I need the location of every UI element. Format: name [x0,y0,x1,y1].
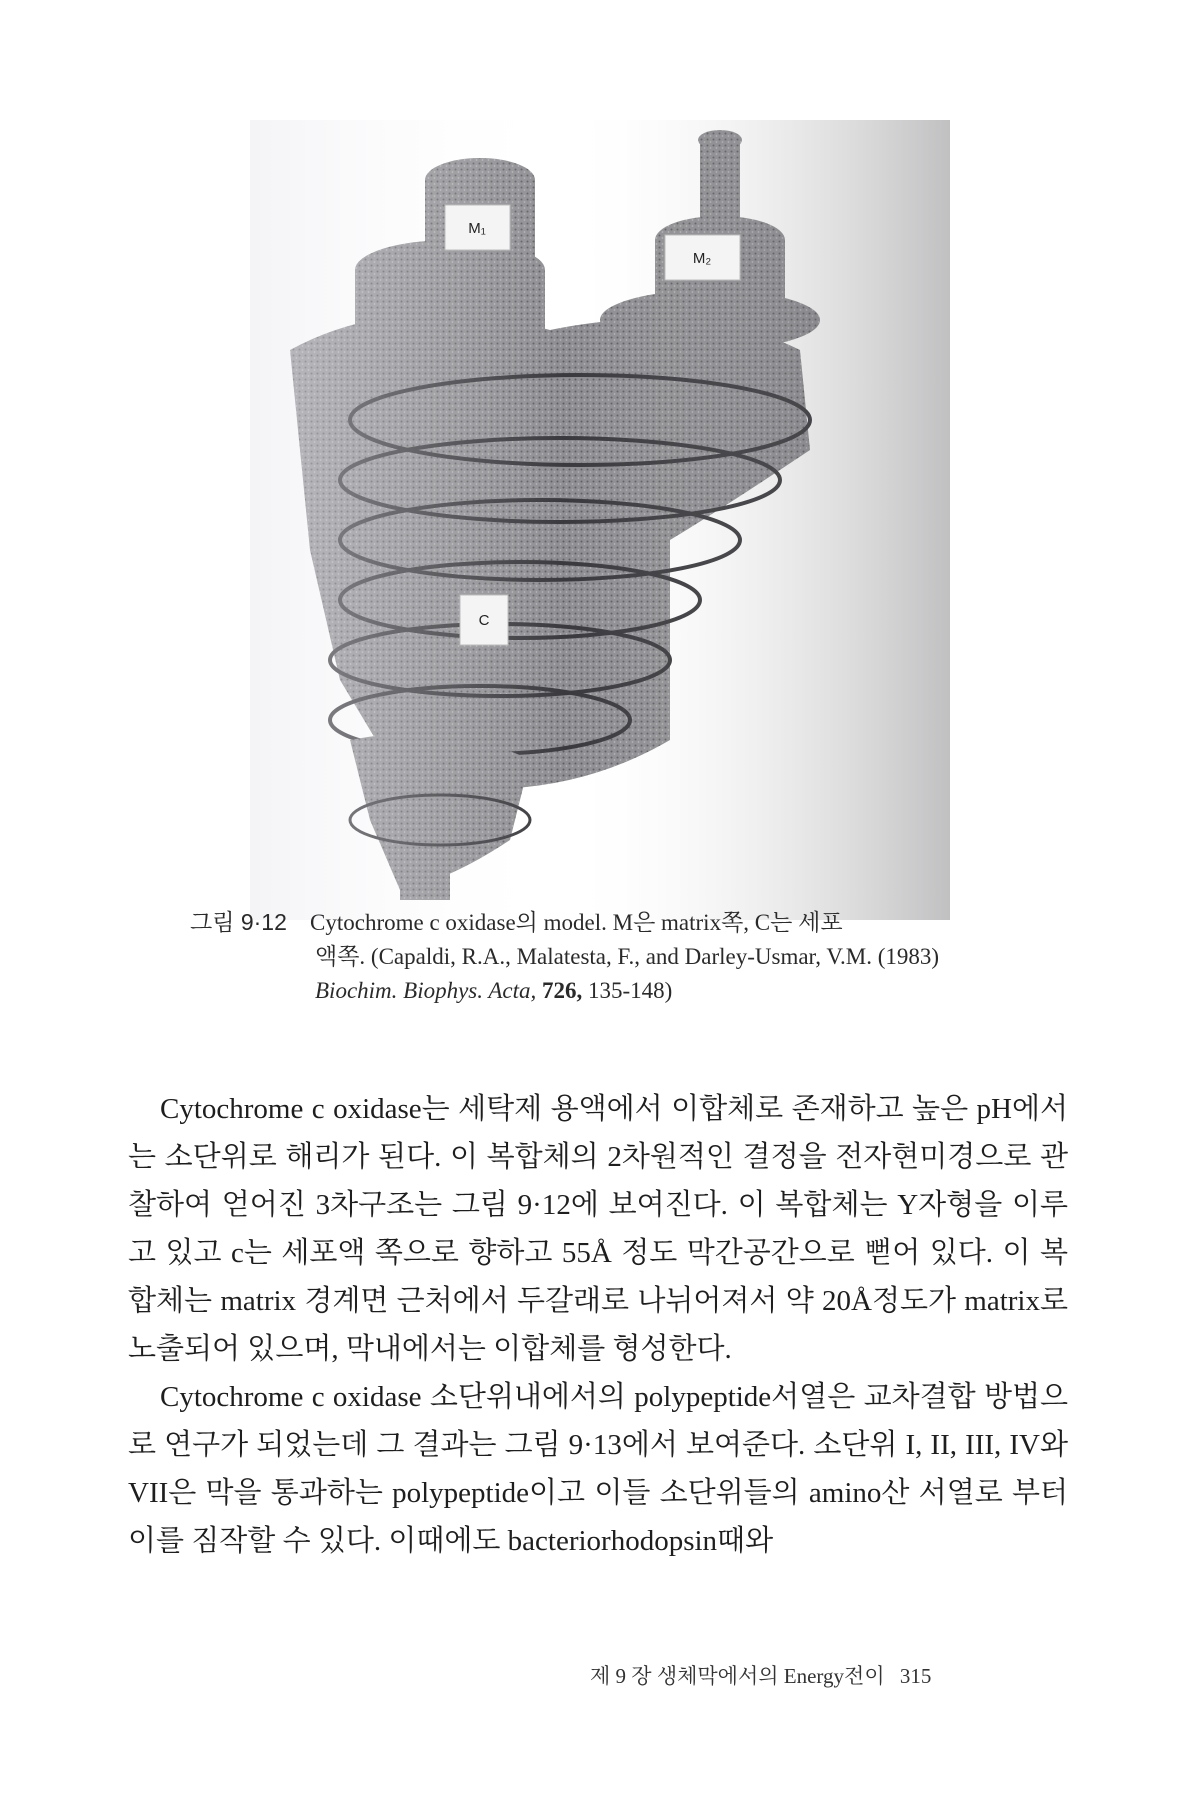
caption-line-2: 액쪽. (Capaldi, R.A., Malatesta, F., and Darley-Usmar, V.M. (1983) [315,944,940,969]
caption-line-3 [190,974,1040,1008]
caption-journal: Biochim. Biophys. Acta, [315,978,537,1003]
page-number: 315 [899,1664,932,1688]
label-c-text: C [478,612,490,629]
figure-number: 그림 9·12 [190,909,287,935]
caption-text-1: Cytochrome c oxidase의 model. M은 matrix쪽, C는 세포 [310,910,843,935]
chapter-title: 제 9 장 생체막에서의 Energy전이 [590,1664,885,1688]
main-body [250,120,950,920]
caption-volume: 726, [541,978,583,1003]
page-footer [590,1660,1050,1690]
caption-line-1 [190,905,1040,940]
label-m1-text: M₁ [468,220,486,237]
model-photo [250,120,950,920]
figure-caption [190,905,1040,1008]
paragraph-2: Cytochrome c oxidase 소단위내에서의 polypeptide서열은 교차결합 방법으로 연구가 되었는데 그 결과는 그림 9·13에서 보여준다. 소단위 I, II, III, IV와 VII은 막을 통과하는 polypeptide이고 이들 소단위들의 amino산 서열로 부터 이를 짐작할 수 있다. 이때에도 bacteriorhodopsin때와 [128,1381,1068,1557]
body-text [128,1085,1068,1565]
label-m2-text: M₂ [692,250,712,267]
label-m1 [445,205,510,250]
paragraph-1: Cytochrome c oxidase는 세탁제 용액에서 이합체로 존재하고 높은 pH에서는 소단위로 해리가 된다. 이 복합체의 2차원적인 결정을 전자현미경으로 관찰하여 얻어진 3차구조는 그림 9·12에 보여진다. 이 복합체는 Y자형을 이루고 있고 c는 세포액 쪽으로 향하고 55Å 정도 막간공간으로 뻗어 있다. 이 복합체는 matrix 경계면 근처에서 두갈래로 나뉘어져서 약 20Å정도가 matrix로 노출되어 있으며, 막내에서는 이합체를 형성한다. [128,1093,1068,1365]
label-c [460,595,508,645]
figure-cytochrome-model [250,120,950,920]
label-m2 [665,235,740,280]
caption-pages: 135-148) [587,978,673,1003]
